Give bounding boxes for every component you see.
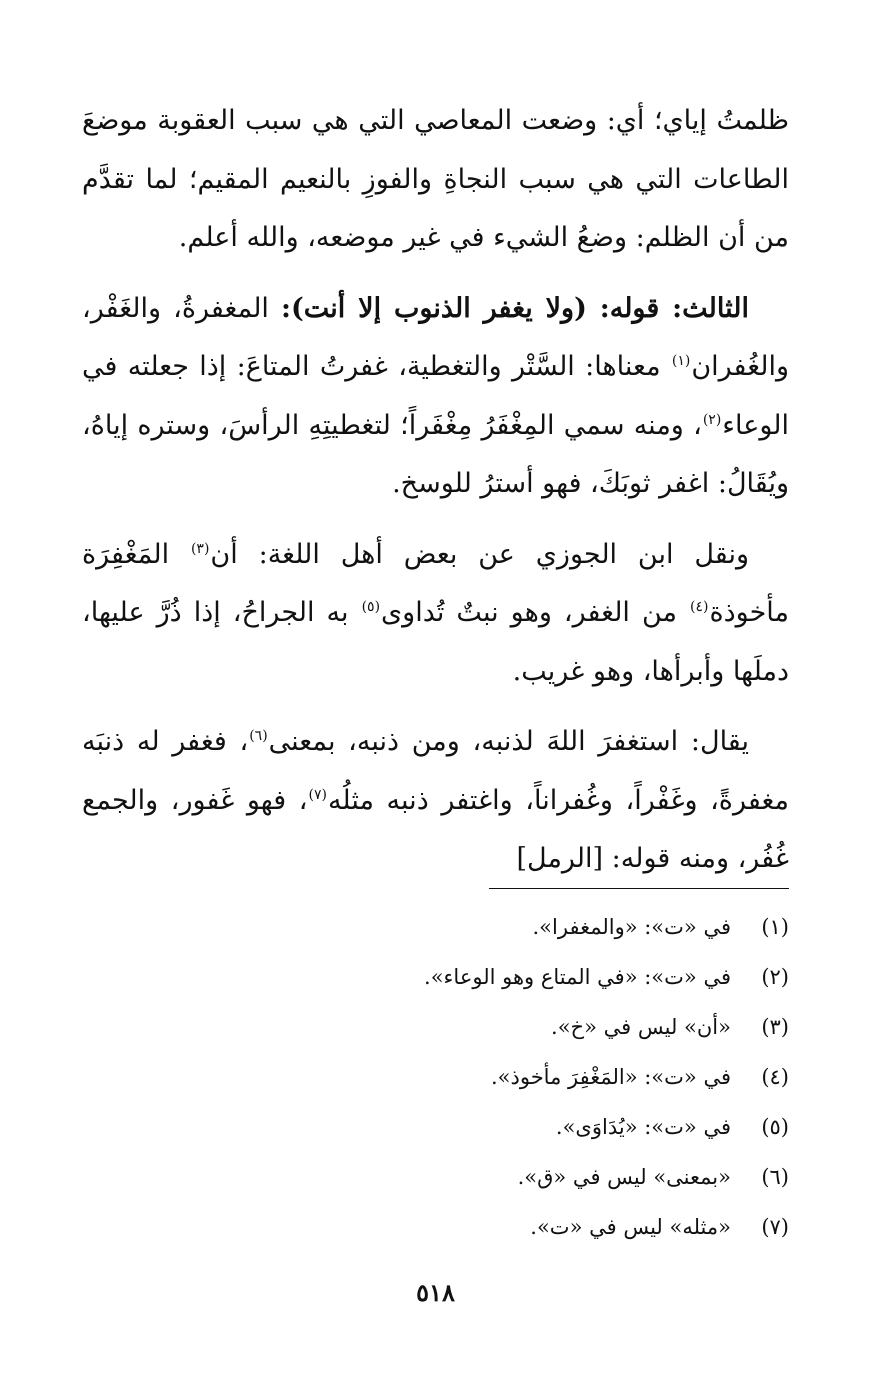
paragraph-3-text: المَغْفِرَة مأخوذة [82, 538, 789, 628]
footnote-text: «بمعنى» ليس في «ق». [517, 1165, 731, 1189]
paragraph-3-text: به الجراحُ، إذا ذُرَّ عليها، دملَها وأبرأها، وهو غريب. [82, 597, 789, 687]
footnote-text: في «ت»: «يُدَاوَى». [555, 1115, 731, 1139]
paragraph-3-text: ونقل ابن الجوزي عن بعض أهل اللغة: أن [210, 538, 749, 570]
footnotes-list [82, 902, 789, 1252]
footnote-text: «أن» ليس في «خ». [551, 1015, 731, 1039]
footnote-5 [82, 1102, 789, 1152]
footnote-3 [82, 1002, 789, 1052]
paragraph-4-text: يقال: استغفرَ اللهَ لذنبه، ومن ذنبه، بمعنى [268, 726, 749, 757]
main-text [82, 92, 789, 889]
paragraph-4-text: ، فغفر له ذنبَه مغفرةً، وغَفْراً، وغُفراناً، واغتفر ذنبه مثلُه [82, 726, 789, 816]
footnote-marker-6: (٦) [249, 728, 268, 744]
footnote-marker-3: (٣) [190, 540, 210, 557]
footnote-marker-4: (٤) [690, 599, 709, 615]
paragraph-2-heading: الثالث: قوله: (ولا يغفر الذنوب إلا أنت): [281, 292, 749, 324]
paragraph-3 [82, 526, 789, 702]
footnote-marker-5: (٥) [361, 599, 381, 615]
footnote-7 [82, 1202, 789, 1252]
footnote-1 [82, 902, 789, 952]
footnote-number: (٧) [761, 1215, 789, 1239]
footnote-text: في «ت»: «والمغفرا». [532, 915, 731, 939]
footnote-number: (٦) [761, 1165, 789, 1189]
paragraph-3-text: من الغفر، وهو نبتٌ تُداوى [381, 597, 690, 628]
footnote-4 [82, 1052, 789, 1102]
footnote-marker-2: (٢) [702, 411, 722, 428]
footnote-2 [82, 952, 789, 1002]
paragraph-4-text: ، فهو غَفور، والجمع غُفُر، ومنه قوله: [الرمل] [82, 784, 789, 874]
footnote-number: (٢) [761, 965, 789, 989]
footnote-marker-7: (٧) [308, 786, 327, 803]
paragraph-2-text: ، ومنه سمي المِغْفَرُ مِغْفَراً؛ لتغطيتِهِ الرأسَ، وستره إياهُ، ويُقَالُ: اغفر ثوبَكَ، فهو أسترُ للوسخ. [82, 409, 789, 499]
footnote-text: في «ت»: «في المتاع وهو الوعاء». [424, 965, 731, 989]
footnote-number: (٥) [761, 1115, 789, 1139]
footnote-number: (٤) [761, 1065, 789, 1089]
footnote-number: (١) [761, 915, 789, 939]
paragraph-4 [82, 713, 789, 889]
footnote-divider [489, 888, 789, 889]
paragraph-2-text: المغفرةُ، والغَفْر، والغُفران [82, 292, 789, 382]
footnote-marker-1: (١) [671, 353, 691, 369]
paragraph-1 [82, 92, 789, 268]
page-number: ٥١٨ [416, 1278, 455, 1307]
footnote-6 [82, 1152, 789, 1202]
paragraph-2-text: معناها: السَّتْر والتغطية، غفرتُ المتاعَ: إذا جعلته في الوعاء [82, 351, 789, 441]
footnote-number: (٣) [761, 1015, 789, 1039]
footnote-text: «مثله» ليس في «ت». [530, 1215, 731, 1239]
paragraph-1-text: ظلمتُ إياي؛ أي: وضعت المعاصي التي هي سبب العقوبة موضعَ الطاعات التي هي سبب النجاةِ والفوزِ بالنعيم المقيم؛ لما تقدَّم من أن الظلم: وضعُ الشيء في غير موضعه، والله أعلم. [82, 105, 789, 253]
paragraph-2 [82, 280, 789, 514]
book-page [82, 92, 789, 1353]
footnote-text: في «ت»: «المَغْفِرَ مأخوذ». [490, 1065, 731, 1089]
